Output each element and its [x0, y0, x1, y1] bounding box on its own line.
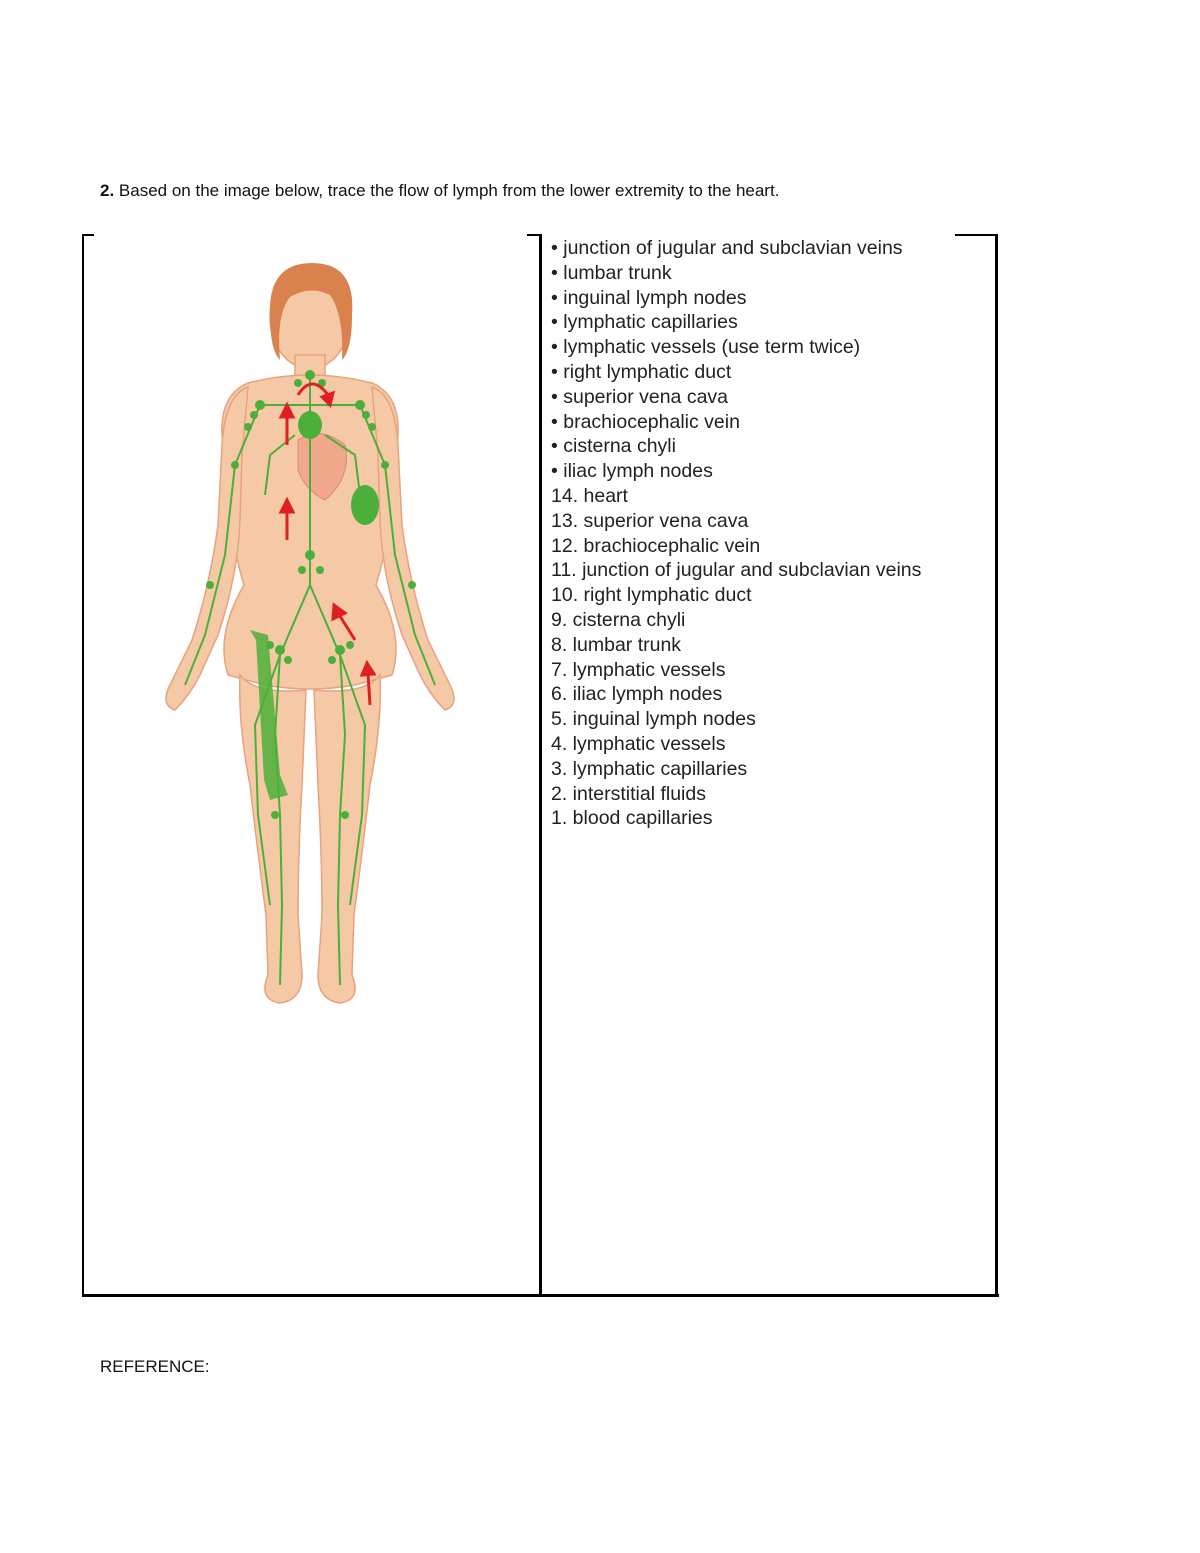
list-item: 13. superior vena cava	[551, 509, 749, 532]
list-item: 8. lumbar trunk	[551, 633, 682, 656]
list-item: 7. lymphatic vessels	[551, 658, 726, 681]
list-item: 6. iliac lymph nodes	[551, 683, 723, 706]
list-item: • inguinal lymph nodes	[551, 286, 747, 309]
list-item: 5. inguinal lymph nodes	[551, 708, 756, 731]
list-item: • lymphatic vessels (use term twice)	[551, 336, 861, 359]
frame-line	[82, 234, 84, 1297]
list-item: 14. heart	[551, 484, 628, 507]
thymus-organ	[298, 411, 322, 439]
frame-line	[527, 234, 540, 236]
list-item: • junction of jugular and subclavian veins	[551, 237, 903, 259]
list-item: 4. lymphatic vessels	[551, 732, 726, 755]
list-item: • superior vena cava	[551, 385, 729, 408]
frame-divider	[539, 234, 542, 1297]
list-item: 1. blood capillaries	[551, 807, 713, 830]
list-item: • cisterna chyli	[551, 435, 676, 458]
list-item: • lumbar trunk	[551, 261, 672, 284]
frame-line	[955, 234, 997, 236]
question-body: Based on the image below, trace the flow of lymph from the lower extremity to the heart.	[118, 181, 780, 200]
lymphatic-system-figure	[130, 255, 470, 1015]
answer-term-list	[551, 236, 921, 831]
spleen-organ	[351, 485, 379, 525]
list-item: 12. brachiocephalic vein	[551, 534, 761, 557]
list-item: • brachiocephalic vein	[551, 410, 740, 433]
list-item: 3. lymphatic capillaries	[551, 757, 748, 780]
list-item: 10. right lymphatic duct	[551, 584, 752, 607]
question-text	[100, 181, 779, 201]
list-item: • right lymphatic duct	[551, 360, 732, 383]
list-item: 11. junction of jugular and subclavian veins	[551, 559, 922, 582]
list-item: • iliac lymph nodes	[551, 460, 713, 483]
list-item: 2. interstitial fluids	[551, 782, 706, 805]
frame-line	[995, 234, 998, 1297]
list-item: 9. cisterna chyli	[551, 608, 686, 631]
question-number: 2.	[100, 181, 115, 200]
reference-label: REFERENCE:	[100, 1357, 210, 1376]
list-item: • lymphatic capillaries	[551, 311, 738, 334]
